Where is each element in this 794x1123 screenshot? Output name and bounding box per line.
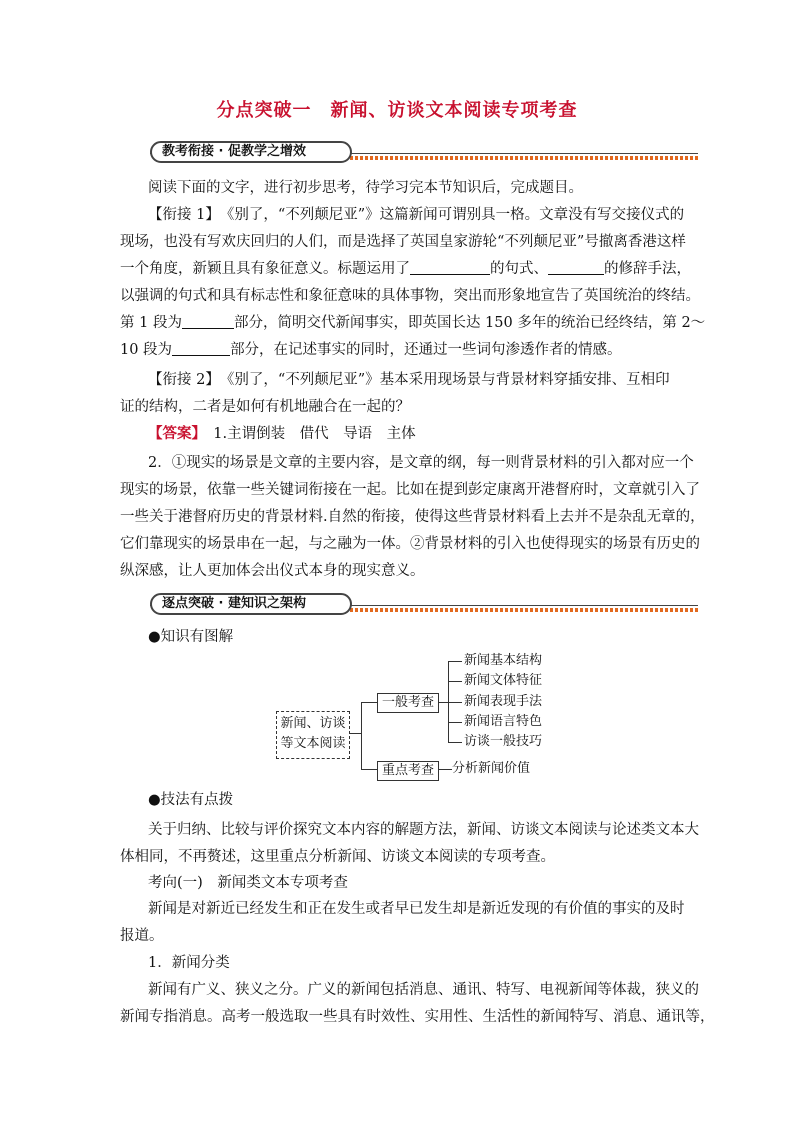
answer-line-5: 它们靠现实的场景串在一起，与之融为一体。②背景材料的引入也使得现实的场景有历史的	[120, 536, 700, 552]
diagram-item: 新闻基本结构	[464, 653, 543, 668]
q1-line-6	[120, 336, 622, 364]
banner-label: 逐点突破 · 建知识之架构	[150, 593, 352, 615]
q2-label: 【衔接 2】	[148, 372, 213, 388]
answer-line-3: 现实的场景，依靠一些关键词衔接在一起。比如在提到彭定康离开港督府时，文章就引入了	[120, 482, 700, 498]
general-exam-box: 一般考查	[377, 693, 439, 713]
tips-section-label: ●技法有点拨	[148, 792, 234, 808]
diagram-item: 访谈一般技巧	[464, 734, 543, 749]
diagram-root	[276, 711, 350, 759]
q2-line-1	[148, 366, 670, 394]
diagram-item: 分析新闻价值	[452, 761, 531, 776]
q1-line-5	[120, 309, 705, 337]
q1-text: 的修辞手法，	[604, 261, 691, 277]
root-line: 新闻、访谈	[280, 716, 346, 731]
direction-heading: 考向(一) 新闻类文本专项考查	[148, 875, 348, 891]
q1-text: 《别了，“不列颠尼亚”》这篇新闻可谓别具一格。文章没有写交接仪式的	[227, 207, 685, 223]
q2-text: 《别了，“不列颠尼亚”》基本采用现场景与背景材料穿插安排、互相印	[227, 372, 670, 388]
banner-label: 教考衔接 · 促教学之增效	[150, 141, 352, 163]
q1-line-4: 以强调的句式和具有标志性和象征意味的具体事物，突出而形象地宣告了英国统治的终结。	[120, 288, 700, 304]
q1-text: 一个角度，新颖且具有象征意义。标题运用了	[120, 261, 410, 277]
answer-label: 【答案】	[148, 425, 199, 442]
q1-line-2: 现场，也没有写欢庆回归的人们，而是选择了英国皇家游轮“不列颠尼亚”号撤离香港这样	[120, 234, 686, 250]
blank-2[interactable]	[548, 258, 604, 275]
q1-text: 10 段为	[120, 342, 173, 358]
q1-text: 第 1 段为	[120, 315, 182, 331]
section-banner-2	[150, 591, 698, 617]
root-line: 等文本阅读	[280, 736, 346, 751]
tips-line-1: 关于归纳、比较与评价探究文本内容的解题方法，新闻、访谈文本阅读与论述类文本大	[148, 822, 699, 838]
section-banner-1	[150, 139, 698, 165]
tips-line-5: 新闻有广义、狭义之分。广义的新闻包括消息、通讯、特写、电视新闻等体裁，狭义的	[148, 982, 699, 998]
q1-line-3	[120, 255, 691, 283]
answer-line-2: 2．①现实的场景是文章的主要内容，是文章的纲，每一则背景材料的引入都对应一个	[148, 455, 694, 471]
intro-text: 阅读下面的文字，进行初步思考，待学习完本节知识后，完成题目。	[148, 180, 583, 196]
tips-line-6: 新闻专指消息。高考一般选取一些具有时效性、实用性、生活性的新闻特写、消息、通讯等，	[120, 1009, 715, 1025]
q2-line-2: 证的结构，二者是如何有机地融合在一起的？	[120, 399, 410, 415]
tips-line-4: 报道。	[120, 928, 164, 944]
q1-line-1	[148, 201, 684, 229]
page-title: 分点突破一 新闻、访谈文本阅读专项考查	[216, 100, 578, 121]
q1-label: 【衔接 1】	[148, 207, 213, 223]
tips-line-3: 新闻是对新近已经发生和正在发生或者早已发生却是新近发现的有价值的事实的及时	[148, 901, 685, 917]
blank-4[interactable]	[172, 339, 230, 356]
blank-1[interactable]	[410, 258, 490, 275]
q1-text: 部分，简明交代新闻事实，即英国长达 150 多年的统治已经终结，第 2～	[233, 315, 706, 331]
diagram-item: 新闻语言特色	[464, 714, 543, 729]
answer-line-4: 一些关于港督府历史的背景材料.自然的衔接，使得这些背景材料看上去并不是杂乱无章的，	[120, 509, 705, 525]
tips-line-2: 体相同，不再赘述，这里重点分析新闻、访谈文本阅读的专项考查。	[120, 849, 555, 865]
diagram-item: 新闻表现手法	[464, 694, 543, 709]
answer-line-1	[148, 420, 416, 448]
subheading-news-types: 1．新闻分类	[148, 955, 230, 971]
diagram-item: 新闻文体特征	[464, 673, 543, 688]
answer-text: 1.主谓倒装 借代 导语 主体	[213, 426, 416, 442]
key-exam-box: 重点考查	[377, 761, 439, 781]
q1-text: 的句式、	[490, 261, 548, 277]
answer-line-6: 纵深感，让人更加体会出仪式本身的现实意义。	[120, 563, 425, 579]
diagram-section-label: ●知识有图解	[148, 629, 234, 645]
q1-text: 部分，在记述事实的同时，还通过一些词句渗透作者的情感。	[230, 342, 622, 358]
blank-3[interactable]	[182, 312, 234, 329]
